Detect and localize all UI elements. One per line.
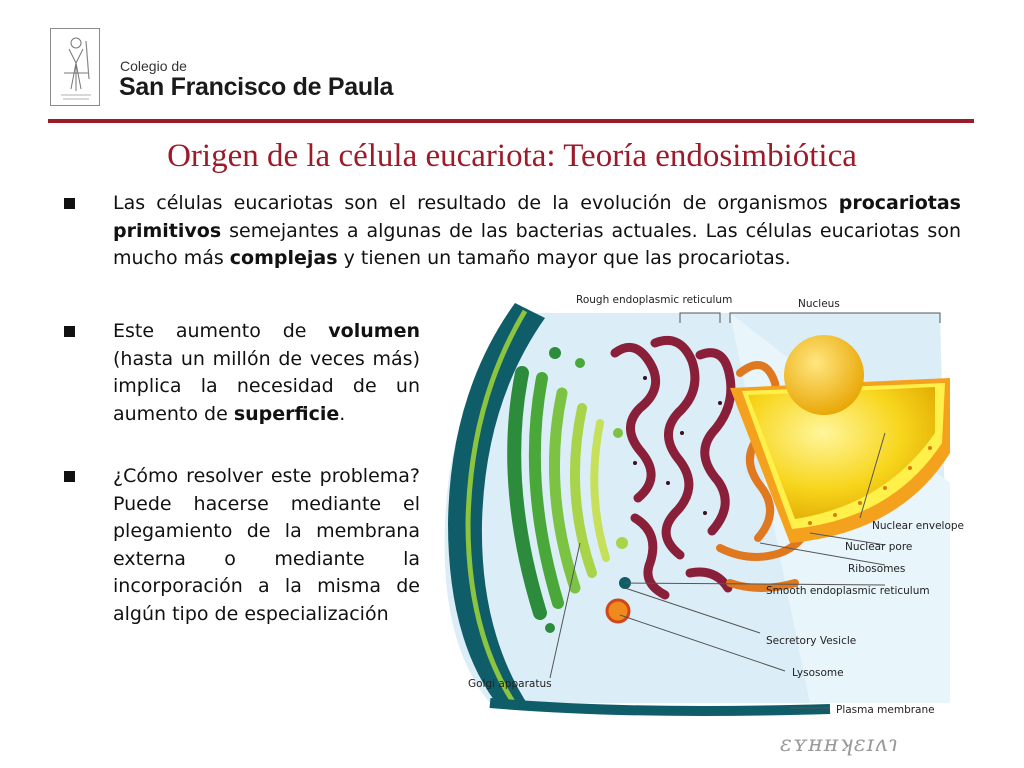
text-run: semejantes a algunas de las bacterias actuales. Las células eucariotas son mucho más: [113, 219, 961, 270]
bullet-square-icon: [64, 326, 75, 337]
bold-text: volumen: [328, 320, 420, 342]
eukaryotic-cell-diagram: [430, 283, 990, 723]
text-run: ¿Cómo resolver este problema? Puede hacerse mediante el plegamiento de la membrana externa o mediante la incorporación a la misma de algún tipo de especialización: [113, 465, 420, 625]
bullet-square-icon: [64, 471, 75, 482]
bold-text: superficie: [233, 402, 340, 425]
bold-text: procariotas primitivos: [113, 192, 961, 242]
label-ribosomes: Ribosomes: [848, 563, 906, 575]
school-prefix: Colegio de: [120, 58, 187, 74]
nucleolus: [784, 335, 864, 415]
label-nucleus: Nucleus: [798, 298, 840, 310]
label-secretory-vesicle: Secretory Vesicle: [766, 635, 857, 647]
header-divider: [48, 119, 974, 123]
text-run: y tienen un tamaño mayor que las procariotas.: [337, 247, 791, 270]
bullet-paragraph: [113, 318, 420, 428]
school-logo: [50, 28, 100, 106]
label-plasma-membrane: Plasma membrane: [836, 704, 935, 716]
membrane-bottom: [490, 703, 830, 711]
text-run: Este aumento de: [113, 320, 329, 342]
bullet-paragraph: [113, 190, 961, 273]
decorative-handwriting: ɛʏʜʜʞɛɪʌɿ: [780, 732, 900, 757]
bullet-square-icon: [64, 198, 75, 209]
slide-title: Origen de la célula eucariota: Teoría endosimbiótica: [167, 138, 857, 174]
school-name: San Francisco de Paula: [119, 73, 394, 101]
text-run: Las células eucariotas son el resultado de la evolución de organismos: [113, 192, 839, 214]
label-rough-er: Rough endoplasmic reticulum: [576, 294, 733, 306]
text-run: (hasta un millón de veces más) implica la necesidad de un aumento de: [113, 347, 420, 425]
label-nuclear-envelope: Nuclear envelope: [872, 520, 965, 532]
label-lysosome: Lysosome: [792, 667, 844, 679]
text-run: .: [339, 402, 346, 425]
label-golgi: Golgi apparatus: [468, 678, 552, 690]
school-crest-icon: [51, 29, 101, 107]
label-nuclear-pore: Nuclear pore: [845, 541, 913, 553]
label-smooth-er: Smooth endoplasmic reticulum: [766, 585, 930, 597]
bold-text: complejas: [229, 247, 338, 270]
lysosome: [607, 600, 629, 622]
bullet-paragraph: [113, 463, 420, 629]
